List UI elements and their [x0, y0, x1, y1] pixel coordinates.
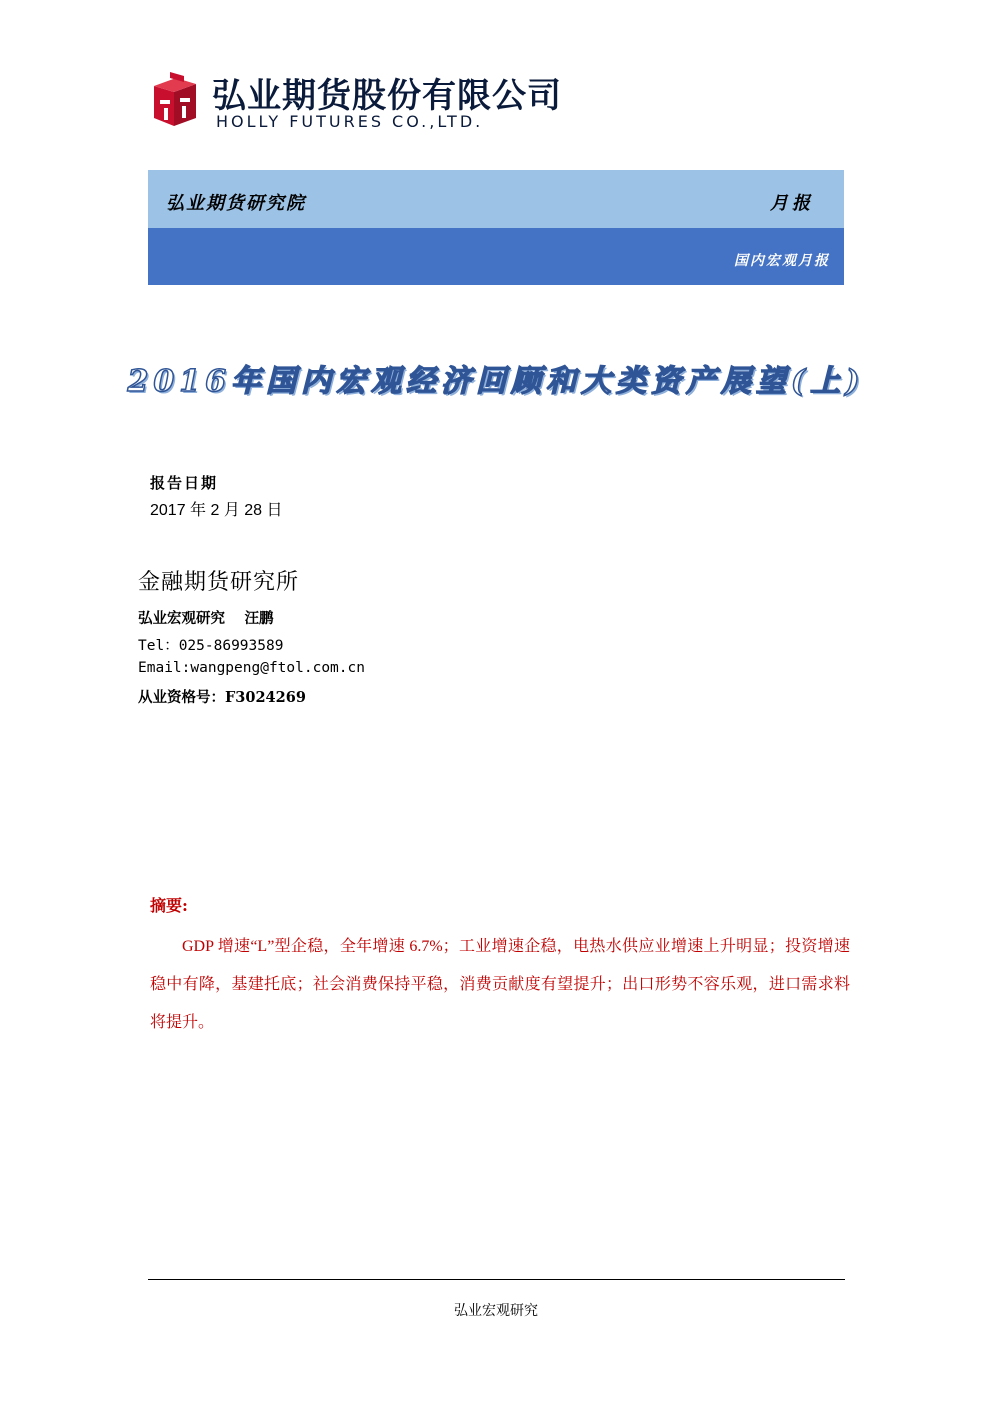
report-title: 2016年国内宏观经济回顾和大类资产展望(上) — [127, 364, 865, 399]
institute-name: 弘业期货研究院 — [166, 193, 306, 214]
footer-text: 弘业宏观研究 — [454, 1304, 538, 1319]
author-license: 从业资格号：F3024269 — [138, 689, 306, 706]
header-band-dark — [148, 228, 844, 285]
department-name: 金融期货研究所 — [138, 570, 300, 595]
report-date-value: 2017 年 2 月 28 日 — [150, 502, 283, 519]
company-name-cn: 弘业期货股份有限公司 — [212, 76, 562, 116]
footer-divider — [148, 1279, 845, 1280]
report-date-label: 报告日期 — [150, 474, 219, 492]
abstract-heading: 摘要: — [150, 896, 188, 915]
header-band-light — [148, 170, 844, 228]
abstract-text: GDP 增速“L”型企稳，全年增速 6.7%；工业增速企稳，电热水供应业增速上升明显；投资增速稳中有降，基建托底；社会消费保持平稳，消费贡献度有望提升；出口形势不容乐观，进口需求料将提升。 — [150, 938, 850, 1031]
report-type: 月报 — [770, 193, 814, 214]
author-tel: Tel：025-86993589 — [138, 638, 284, 654]
company-logo-icon — [150, 70, 200, 128]
company-name-en: HOLLY FUTURES CO.,LTD. — [216, 112, 484, 131]
author-email: Email:wangpeng@ftol.com.cn — [138, 660, 365, 676]
report-category: 国内宏观月报 — [734, 253, 830, 269]
author-team: 弘业宏观研究 汪鹏 — [138, 610, 274, 627]
